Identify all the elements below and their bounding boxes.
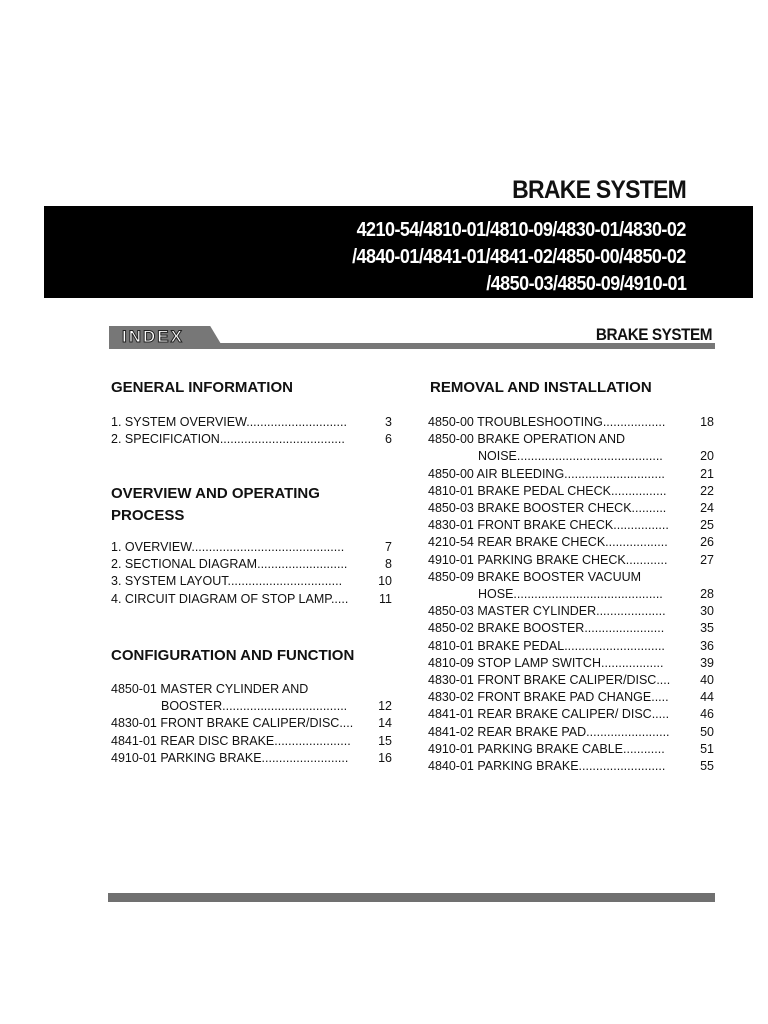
toc-entry-title: 4910-01 PARKING BRAKE CABLE............: [428, 741, 665, 756]
toc-entry-title: 4841-01 REAR DISC BRAKE......................: [111, 733, 351, 748]
toc-entry-title: 4850-09 BRAKE BOOSTER VACUUM: [428, 569, 642, 584]
toc-entry-page: 44: [700, 690, 714, 705]
toc-entry-title: 4810-01 BRAKE PEDAL CHECK................: [428, 483, 667, 498]
toc-entry-page: 25: [700, 518, 714, 533]
toc-entry-title: 3. SYSTEM LAYOUT.................................: [111, 574, 343, 589]
toc-entry-title: 2. SECTIONAL DIAGRAM..........................: [111, 557, 348, 572]
toc-entry-title: 4850-00 BRAKE OPERATION AND: [428, 432, 626, 447]
toc-entry-page: 10: [378, 574, 392, 589]
toc-entry-title: 4830-01 FRONT BRAKE CALIPER/DISC....: [428, 673, 671, 688]
toc-entry[interactable]: [111, 573, 392, 590]
heading-overview-line-1: OVERVIEW AND OPERATING: [111, 485, 320, 502]
toc-entry-page: 39: [700, 655, 714, 670]
toc-entry-page: 28: [700, 587, 714, 602]
toc-entry-page: 40: [700, 673, 714, 688]
toc-entry[interactable]: [111, 414, 392, 431]
toc-entry-title: 4850-02 BRAKE BOOSTER.......................: [428, 621, 665, 636]
toc-entry-title: 4910-01 PARKING BRAKE.........................: [111, 750, 349, 765]
toc-entry-page: 18: [700, 415, 714, 429]
heading-general-information: GENERAL INFORMATION: [111, 379, 293, 396]
toc-entry-page: 8: [385, 557, 392, 572]
toc-entry-page: 16: [378, 750, 392, 765]
toc-entry-page: 7: [385, 540, 392, 554]
toc-entry-page: 30: [700, 604, 714, 619]
component-codes-line-2: /4840-01/4841-01/4841-02/4850-00/4850-02: [352, 246, 686, 268]
footer-bar: [108, 893, 715, 902]
toc-entry-title: 4850-03 MASTER CYLINDER....................: [428, 604, 666, 619]
toc-entry[interactable]: [428, 672, 714, 689]
toc-entry-title: 4850-00 AIR BLEEDING.............................: [428, 466, 665, 481]
toc-entry[interactable]: [428, 758, 714, 775]
toc-entry-page: 20: [700, 449, 714, 464]
heading-configuration-function: CONFIGURATION AND FUNCTION: [111, 647, 355, 664]
toc-entry[interactable]: [428, 638, 714, 655]
toc-entry-page: 36: [700, 638, 714, 653]
toc-entry[interactable]: [428, 552, 714, 569]
toc-entry-title: BOOSTER....................................: [161, 699, 348, 714]
toc-entry[interactable]: [428, 603, 714, 620]
toc-entry-title: 1. OVERVIEW............................................: [111, 540, 345, 554]
toc-entry-title: 4830-01 FRONT BRAKE CALIPER/DISC....: [111, 716, 354, 731]
toc-configuration-function: [111, 681, 392, 767]
toc-entry[interactable]: [428, 724, 714, 741]
toc-entry-title: 4850-00 TROUBLESHOOTING..................: [428, 415, 666, 429]
component-codes-line-3: /4850-03/4850-09/4910-01: [485, 273, 686, 295]
toc-entry[interactable]: [428, 534, 714, 551]
toc-entry-title: 4. CIRCUIT DIAGRAM OF STOP LAMP.....: [111, 591, 349, 606]
toc-entry-page: 12: [378, 699, 392, 714]
toc-entry-page: 46: [700, 707, 714, 722]
toc-entry[interactable]: [428, 586, 714, 603]
toc-entry[interactable]: [111, 591, 392, 608]
toc-entry[interactable]: [111, 431, 392, 448]
toc-overview-operating: [111, 539, 392, 608]
index-section-title: BRAKE SYSTEM: [595, 325, 712, 344]
toc-entry[interactable]: [428, 431, 714, 448]
toc-entry[interactable]: [111, 715, 392, 732]
toc-entry-page: 35: [700, 621, 714, 636]
toc-entry-title: 4830-01 FRONT BRAKE CHECK................: [428, 518, 669, 533]
toc-entry[interactable]: [111, 698, 392, 715]
toc-entry-page: 11: [379, 591, 392, 606]
toc-entry-title: 4841-01 REAR BRAKE CALIPER/ DISC.....: [428, 707, 670, 722]
toc-entry-title: 4810-01 BRAKE PEDAL.............................: [428, 638, 665, 653]
heading-removal-installation: REMOVAL AND INSTALLATION: [430, 379, 652, 396]
toc-entry-title: HOSE...........................................: [478, 587, 663, 602]
toc-entry-page: 51: [700, 741, 714, 756]
toc-entry-page: 24: [700, 501, 714, 516]
toc-entry[interactable]: [428, 706, 714, 723]
toc-entry[interactable]: [428, 448, 714, 465]
toc-entry-page: 27: [700, 552, 714, 567]
toc-entry[interactable]: [428, 689, 714, 706]
toc-entry-page: 6: [385, 432, 392, 447]
toc-entry[interactable]: [428, 655, 714, 672]
heading-overview-line-2: PROCESS: [111, 507, 185, 524]
toc-entry-title: 1. SYSTEM OVERVIEW.............................: [111, 415, 347, 429]
toc-entry[interactable]: [428, 483, 714, 500]
heading-overview-operating: [111, 483, 320, 527]
toc-entry[interactable]: [428, 517, 714, 534]
toc-entry[interactable]: [428, 620, 714, 637]
toc-entry[interactable]: [111, 750, 392, 767]
index-label: INDEX: [122, 327, 184, 346]
toc-entry-title: 4840-01 PARKING BRAKE.........................: [428, 759, 666, 774]
toc-entry-page: 55: [700, 759, 714, 774]
toc-entry-title: 4850-01 MASTER CYLINDER AND: [111, 682, 309, 696]
toc-entry[interactable]: [111, 556, 392, 573]
toc-entry-page: 15: [378, 733, 392, 748]
toc-entry[interactable]: [111, 539, 392, 556]
toc-entry[interactable]: [111, 681, 392, 698]
toc-entry-title: 4850-03 BRAKE BOOSTER CHECK..........: [428, 501, 667, 516]
toc-entry-title: 2. SPECIFICATION....................................: [111, 432, 345, 447]
component-codes-line-1: 4210-54/4810-01/4810-09/4830-01/4830-02: [356, 219, 686, 241]
toc-entry-page: 14: [378, 716, 392, 731]
toc-entry[interactable]: [428, 500, 714, 517]
toc-entry-title: 4210-54 REAR BRAKE CHECK..................: [428, 535, 668, 550]
toc-entry[interactable]: [428, 466, 714, 483]
toc-general-information: [111, 414, 392, 448]
toc-removal-installation: [428, 414, 714, 775]
toc-entry-page: 50: [700, 724, 714, 739]
toc-entry-title: 4841-02 REAR BRAKE PAD........................: [428, 724, 670, 739]
toc-entry-page: 21: [700, 466, 714, 481]
toc-entry[interactable]: [111, 733, 392, 750]
toc-entry-title: 4910-01 PARKING BRAKE CHECK............: [428, 552, 668, 567]
toc-entry[interactable]: [428, 414, 714, 431]
toc-entry-title: 4810-09 STOP LAMP SWITCH..................: [428, 655, 664, 670]
toc-entry-title: 4830-02 FRONT BRAKE PAD CHANGE.....: [428, 690, 669, 705]
toc-entry-page: 22: [700, 483, 714, 498]
toc-entry[interactable]: [428, 569, 714, 586]
toc-entry[interactable]: [428, 741, 714, 758]
page-title: BRAKE SYSTEM: [512, 176, 686, 204]
toc-entry-page: 26: [700, 535, 714, 550]
toc-entry-page: 3: [385, 415, 392, 429]
toc-entry-title: NOISE..........................................: [478, 449, 663, 464]
